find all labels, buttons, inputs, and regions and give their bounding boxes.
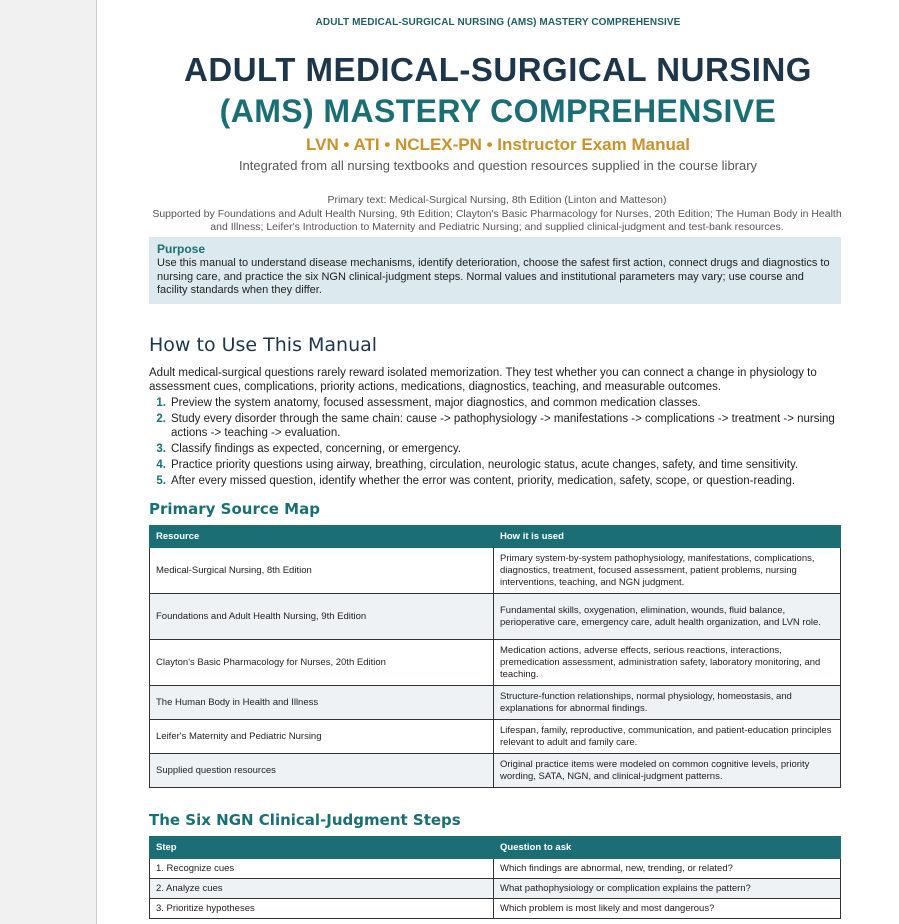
table-row xyxy=(150,640,841,686)
document-page xyxy=(96,0,899,924)
list-text: Preview the system anatomy, focused assessment, major diagnostics, and common medication classes. xyxy=(171,397,701,409)
list-text: Study every disorder through the same chain: cause -> pathophysiology -> manifestations -> complications -> treatment -> nursing actions -> teaching -> evaluation. xyxy=(171,413,835,439)
list-text: Classify findings as expected, concerning, or emergency. xyxy=(171,443,461,455)
document-title-line2: (AMS) MASTERY COMPREHENSIVE xyxy=(219,93,777,129)
list-item xyxy=(149,458,849,472)
how-to-steps xyxy=(149,396,849,490)
list-item xyxy=(149,474,849,488)
column-header: How it is used xyxy=(494,526,841,548)
table-header-row xyxy=(150,837,841,859)
ngn-steps-table xyxy=(149,836,841,919)
list-number: 1. xyxy=(156,397,166,409)
table-cell: Original practice items were modeled on common cognitive levels, priority wording, SATA, NGN, and clinical-judgment patterns. xyxy=(494,754,841,788)
table-cell: Leifer's Maternity and Pediatric Nursing xyxy=(150,720,494,754)
integrated-note: Integrated from all nursing textbooks and question resources supplied in the course library xyxy=(238,158,758,173)
table-cell: Clayton's Basic Pharmacology for Nurses, 20th Edition xyxy=(150,640,494,686)
table-cell: Supplied question resources xyxy=(150,754,494,788)
list-number: 5. xyxy=(156,475,166,487)
column-header: Step xyxy=(150,837,494,859)
document-subtitle: LVN • ATI • NCLEX-PN • Instructor Exam Manual xyxy=(305,135,691,154)
table-cell: What pathophysiology or complication explains the pattern? xyxy=(494,879,841,899)
table-row xyxy=(150,686,841,720)
table-cell: Medication actions, adverse effects, serious reactions, interactions, premedication assessment, administration safety, laboratory monitoring, and teaching. xyxy=(494,640,841,686)
table-header-row xyxy=(150,526,841,548)
table-row xyxy=(150,859,841,879)
table-cell: Medical-Surgical Nursing, 8th Edition xyxy=(150,548,494,594)
table-row xyxy=(150,899,841,919)
document-title-line1: ADULT MEDICAL-SURGICAL NURSING xyxy=(184,51,812,88)
how-to-heading: How to Use This Manual xyxy=(149,334,378,356)
purpose-callout xyxy=(149,237,841,304)
list-number: 2. xyxy=(156,413,166,425)
table-cell: Which findings are abnormal, new, trending, or related? xyxy=(494,859,841,879)
source-credits xyxy=(149,194,845,235)
list-text: Practice priority questions using airway, breathing, circulation, neurologic status, acute changes, safety, and time sensitivity. xyxy=(171,459,799,471)
supported-by-line: Supported by Foundations and Adult Health Nursing, 9th Edition; Clayton's Basic Pharmacology for Nurses, 20th Edition; The Human Body in Health and Illness; Leifer's Introduction to Maternity and Pediatric Nursing; and supplied clinical-judgment and test-bank resources. xyxy=(152,207,842,233)
table-cell: Lifespan, family, reproductive, communication, and patient-education principles relevant to adult and family care. xyxy=(494,720,841,754)
table-row xyxy=(150,754,841,788)
source-map-heading: Primary Source Map xyxy=(149,500,320,518)
table-cell: Fundamental skills, oxygenation, elimination, wounds, fluid balance, perioperative care, emergency care, adult health organization, and LVN role. xyxy=(494,594,841,640)
list-item xyxy=(149,412,849,440)
table-cell: Structure-function relationships, normal physiology, homeostasis, and explanations for abnormal findings. xyxy=(494,686,841,720)
list-number: 4. xyxy=(156,459,166,471)
running-header: ADULT MEDICAL-SURGICAL NURSING (AMS) MASTERY COMPREHENSIVE xyxy=(315,17,681,28)
list-number: 3. xyxy=(156,443,166,455)
purpose-title: Purpose xyxy=(157,242,206,256)
ngn-heading: The Six NGN Clinical-Judgment Steps xyxy=(149,811,461,829)
table-cell: Which problem is most likely and most dangerous? xyxy=(494,899,841,919)
list-item xyxy=(149,396,849,410)
table-cell: Foundations and Adult Health Nursing, 9th Edition xyxy=(150,594,494,640)
table-row xyxy=(150,879,841,899)
table-row xyxy=(150,720,841,754)
table-cell: 1. Recognize cues xyxy=(150,859,494,879)
table-row xyxy=(150,594,841,640)
list-item xyxy=(149,442,849,456)
purpose-body: Use this manual to understand disease mechanisms, identify deterioration, choose the safest first action, connect drugs and diagnostics to nursing care, and practice the six NGN clinical-judgment steps. Normal values and institutional parameters may vary; use course and facility standards when they differ. xyxy=(157,257,830,296)
source-map-table xyxy=(149,525,841,788)
column-header: Question to ask xyxy=(494,837,841,859)
table-cell: 3. Prioritize hypotheses xyxy=(150,899,494,919)
table-cell: 2. Analyze cues xyxy=(150,879,494,899)
column-header: Resource xyxy=(150,526,494,548)
primary-text-line: Primary text: Medical-Surgical Nursing, 8th Edition (Linton and Matteson) xyxy=(327,194,667,206)
how-to-intro: Adult medical-surgical questions rarely reward isolated memorization. They test whether you can connect a change in physiology to assessment cues, complications, priority actions, medications, diagnostics, teaching, and measurable outcomes. xyxy=(149,367,817,393)
table-cell: Primary system-by-system pathophysiology, manifestations, complications, diagnostics, treatment, focused assessment, patient problems, nursing interventions, teaching, and NGN judgment. xyxy=(494,548,841,594)
table-row xyxy=(150,548,841,594)
list-text: After every missed question, identify whether the error was content, priority, medication, safety, scope, or question-reading. xyxy=(171,475,796,487)
table-cell: The Human Body in Health and Illness xyxy=(150,686,494,720)
